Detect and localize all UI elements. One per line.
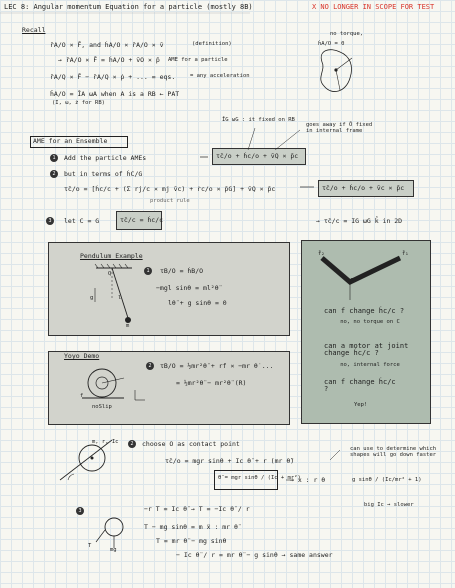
recall-line-1: r̄A/O × F̄, and ḣA/O × r̄A/O × v̄ — [50, 41, 164, 49]
bottom-note-3: big Ic → slower — [364, 502, 414, 508]
free-body-sketch — [96, 518, 123, 548]
step-2-marker: 2 — [50, 170, 58, 178]
pendulum-marker: 1 — [144, 267, 152, 275]
pendulum-eq-2: −mgl sinθ = ml²θ̈ — [156, 284, 219, 292]
green-question-2: can a motor at joint change ḣc/c ? — [324, 342, 409, 357]
ame-step-3-result: → τ̄c/c = IG ω̇G k̂ in 2D — [316, 217, 403, 225]
incline-wheel-sketch — [60, 440, 112, 480]
product-rule-note: product rule — [150, 198, 190, 204]
sketch-note: no torque, — [330, 31, 364, 37]
pendulum-label-m: m — [126, 323, 130, 329]
bent-rod-sketch — [322, 258, 400, 300]
green-label-f1: f̄₁ — [402, 251, 409, 257]
recall-line-1-note: (definition) — [192, 41, 232, 47]
recall-line-3: r̄A/Q × F̄ − r̄A/Q × ṗ + ... = eqs. — [50, 73, 176, 81]
bottom-note-2: g sinθ / (Ic/mr² + 1) — [352, 477, 422, 483]
pendulum-eq-1: τ̄B/O = ḣB/O — [160, 267, 204, 275]
bottom-eq-3b: T − mg sinθ = m ẍ : mr θ̈ — [144, 523, 238, 531]
pendulum-sketch — [95, 264, 132, 323]
sketch-note-2: ḣA/O = 0 — [318, 41, 345, 47]
green-question-3: can f change ḣc/c ? — [324, 378, 396, 393]
green-question-1: can f change ḣc/c ? — [324, 307, 405, 315]
step-1-marker: 1 — [50, 154, 58, 162]
bottom-eq-1-right: → x : r θ — [290, 476, 326, 484]
ame-heading: AME for an Ensemble — [33, 137, 108, 145]
wheel-label: m, r, Ic — [92, 439, 119, 445]
pendulum-label-g: g — [90, 295, 94, 301]
green-answer-3: Yep! — [354, 402, 368, 408]
ame-step-3-eq: τ̄c/c = ḣc/c — [120, 216, 164, 224]
bottom-eq-3c: T = mr θ̈ − mg sinθ — [156, 537, 227, 545]
bottom-eq-1: τ̄c/o = mgr sinθ + Ic θ̈ + r (mr θ̈) — [165, 457, 295, 465]
yoyo-label-f: f — [80, 393, 84, 399]
recall-line-4-note: (I, ω, ż for RB) — [52, 100, 105, 106]
recall-line-3-note: = any acceleration — [190, 73, 250, 79]
ame-step-1-eq: τ̄c/o + ḣc/o + v̄Q × p̄c — [216, 152, 299, 160]
yoyo-eq-2: = ½mr²θ̈ − mr²θ̈ (R) — [176, 379, 247, 387]
yoyo-eq-1: τ̄B/O = ½mr²θ̈ + rf × −mr θ̇ ... — [160, 362, 274, 370]
mid-note-2: goes away if Ō fixed in internal frame — [306, 122, 373, 134]
ame-step-3: let C = G — [64, 217, 100, 225]
green-label-f2: f̄₂ — [318, 251, 325, 257]
step-3-marker: 3 — [46, 217, 54, 225]
recall-line-4: ĥA/O = ÎA ωA when A is a RB ← PAT — [50, 90, 180, 98]
ame-step-2-box-eq: τ̄c/o + ḣc/o + v̄c × p̄c — [322, 184, 405, 192]
ame-step-2: but in terms of ḣC/G — [64, 170, 143, 178]
ame-step-2-eq: τ̄c/o = [ḣc/c + (Σ rj/c × mj v̄c) + ṙc/o × p̄G] + v̄Q × p̄c — [64, 185, 276, 193]
recall-line-2: → r̄A/O × F̄ = ḣA/O + v̄O × p̄ — [58, 56, 160, 64]
bottom-result-eq: θ̈ = mgr sinθ / (Ic + mr²) — [218, 475, 301, 481]
green-answer-2: no, internal force — [340, 362, 400, 368]
bottom-step-3-marker: 3 — [76, 507, 84, 515]
yoyo-sketch — [82, 369, 145, 400]
pendulum-label-q: Q — [108, 271, 112, 277]
bottom-note-1: can use to determine which shapes will go down faster — [350, 446, 437, 458]
yoyo-title: Yoyo Demo — [64, 352, 100, 360]
bottom-step-2-marker: 2 — [128, 440, 136, 448]
yoyo-marker: 2 — [146, 362, 154, 370]
recall-heading: Recall — [22, 26, 46, 34]
scope-note: X NO LONGER IN SCOPE FOR TEST — [312, 3, 435, 11]
pendulum-eq-3: lθ̈ + g sinθ = 0 — [168, 299, 227, 307]
pendulum-label-l: l — [118, 295, 122, 301]
green-answer-1: no, no torque on C — [340, 319, 400, 325]
bottom-eq-3d: − Ic θ̈ / r = mr θ̈ − g sinθ → same answer — [176, 551, 333, 559]
recall-line-2-note: AME for a particle — [168, 57, 228, 63]
bottom-eq-3a: −r T = Ic θ̈ → T = −Ic θ̈ / r — [144, 505, 250, 513]
page-title: LEC 8: Angular momentum Equation for a particle (mostly 8B) — [4, 3, 253, 11]
bottom-step-2: choose O as contact point — [142, 440, 240, 448]
pendulum-title: Pendulum Example — [80, 252, 143, 260]
green-label-c: C — [350, 278, 354, 284]
bottom-label-mg: mg — [110, 547, 117, 553]
ame-step-1: Add the particle AMEs — [64, 154, 147, 162]
mid-note-1: ÎG ωG : it fixed on RB — [222, 117, 295, 123]
yoyo-label-noslip: noSlip — [92, 404, 112, 410]
bottom-label-t: T — [88, 543, 92, 549]
